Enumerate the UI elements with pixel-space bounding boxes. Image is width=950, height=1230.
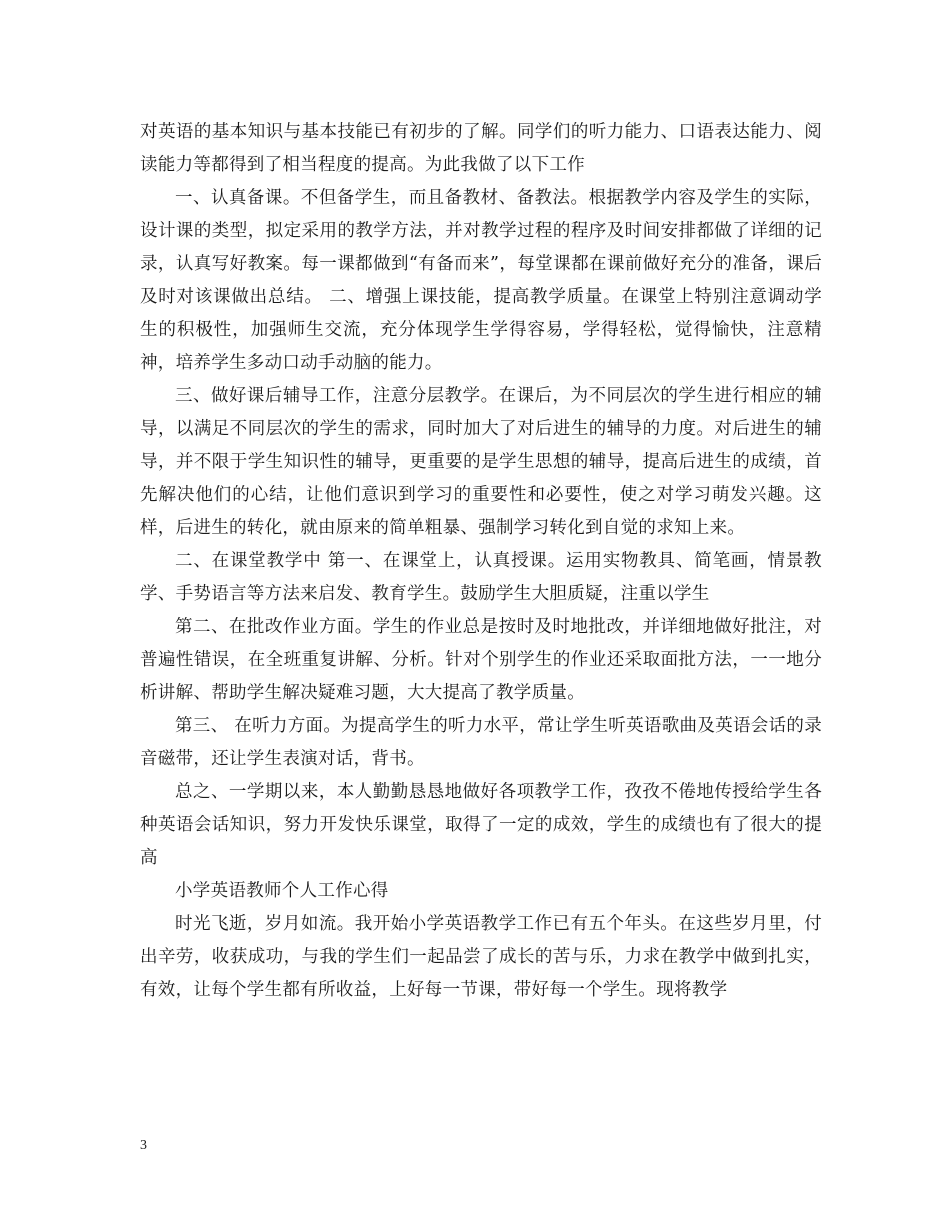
paragraph-2: 一、认真备课。不但备学生，而且备教材、备教法。根据教学内容及学生的实际，设计课的类型，拟定采用的教学方法，并对教学过程的程序及时间安排都做了详细的记录，认真写好教案。每一课都做到“有备而来”，每堂课都在课前做好充分的准备，课后及时对该课做出总结。 二、增强上课技能，提高教学质量。在课堂上特别注意调动学生的积极性，加强师生交流，充分体现学生学得容易，学得轻松，觉得愉快，注意精神，培养学生多动口动手动脑的能力。 [140, 188, 822, 373]
paragraph-1: 对英语的基本知识与基本技能已有初步的了解。同学们的听力能力、口语表达能力、阅读能力等都得到了相当程度的提高。为此我做了以下工作 [140, 122, 822, 175]
section-heading: 小学英语教师个人工作心得 [175, 881, 389, 901]
paragraph-3: 三、做好课后辅导工作，注意分层教学。在课后，为不同层次的学生进行相应的辅导，以满足不同层次的学生的需求，同时加大了对后进生的辅导的力度。对后进生的辅导，并不限于学生知识性的辅导，更重要的是学生思想的辅导，提高后进生的成绩，首先解决他们的心结，让他们意识到学习的重要性和必要性，使之对学习萌发兴趣。这样，后进生的转化，就由原来的简单粗暴、强制学习转化到自觉的求知上来。 [140, 386, 822, 538]
document-body [140, 116, 822, 1007]
paragraph-6: 第三、 在听力方面。为提高学生的听力水平，常让学生听英语歌曲及英语会话的录音磁带，还让学生表演对话，背书。 [140, 716, 822, 769]
page-number: 3 [140, 1138, 147, 1153]
paragraph-7: 总之、一学期以来，本人勤勤恳恳地做好各项教学工作，孜孜不倦地传授给学生各种英语会话知识，努力开发快乐课堂，取得了一定的成效，学生的成绩也有了很大的提高 [140, 782, 822, 868]
paragraph-8: 时光飞逝，岁月如流。我开始小学英语教学工作已有五个年头。在这些岁月里，付出辛劳，收获成功，与我的学生们一起品尝了成长的苦与乐，力求在教学中做到扎实，有效，让每个学生都有所收益，上好每一节课，带好每一个学生。现将教学 [140, 914, 822, 1000]
paragraph-4: 二、在课堂教学中 第一、在课堂上，认真授课。运用实物教具、简笔画，情景教学、手势语言等方法来启发、教育学生。鼓励学生大胆质疑，注重以学生 [140, 551, 822, 604]
paragraph-5: 第二、在批改作业方面。学生的作业总是按时及时地批改，并详细地做好批注，对普遍性错误，在全班重复讲解、分析。针对个别学生的作业还采取面批方法，一一地分析讲解、帮助学生解决疑难习题，大大提高了教学质量。 [140, 617, 822, 703]
